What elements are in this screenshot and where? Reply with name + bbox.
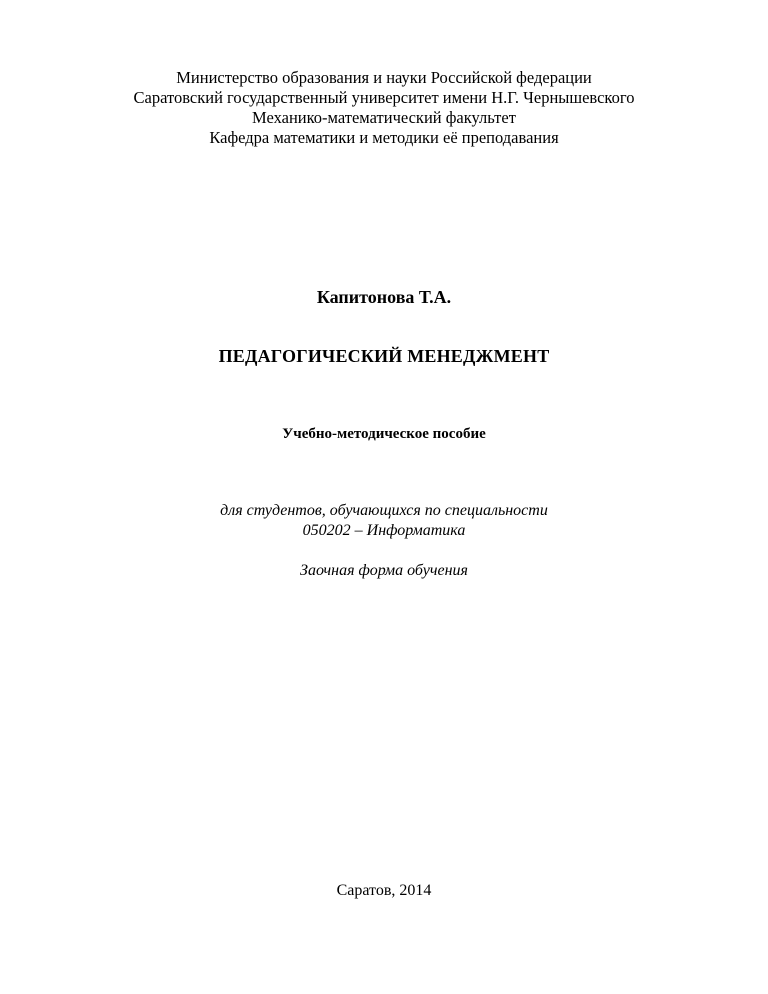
document-title: ПЕДАГОГИЧЕСКИЙ МЕНЕДЖМЕНТ bbox=[218, 346, 550, 366]
university-line: Саратовский государственный университет имени Н.Г. Чернышевского bbox=[133, 88, 635, 107]
city-year: Саратов, 2014 bbox=[336, 882, 432, 899]
ministry-line: Министерство образования и науки Российской федерации bbox=[176, 68, 592, 87]
audience-line-1: для студентов, обучающихся по специальности bbox=[220, 502, 548, 519]
author-name: Капитонова Т.А. bbox=[316, 287, 452, 307]
audience-line-2: 050202 – Информатика bbox=[302, 522, 466, 539]
faculty-line: Механико-математический факультет bbox=[252, 108, 516, 127]
document-type: Учебно-методическое пособие bbox=[282, 426, 486, 442]
department-line: Кафедра математики и методики её преподавания bbox=[209, 128, 559, 147]
study-form: Заочная форма обучения bbox=[300, 562, 468, 579]
